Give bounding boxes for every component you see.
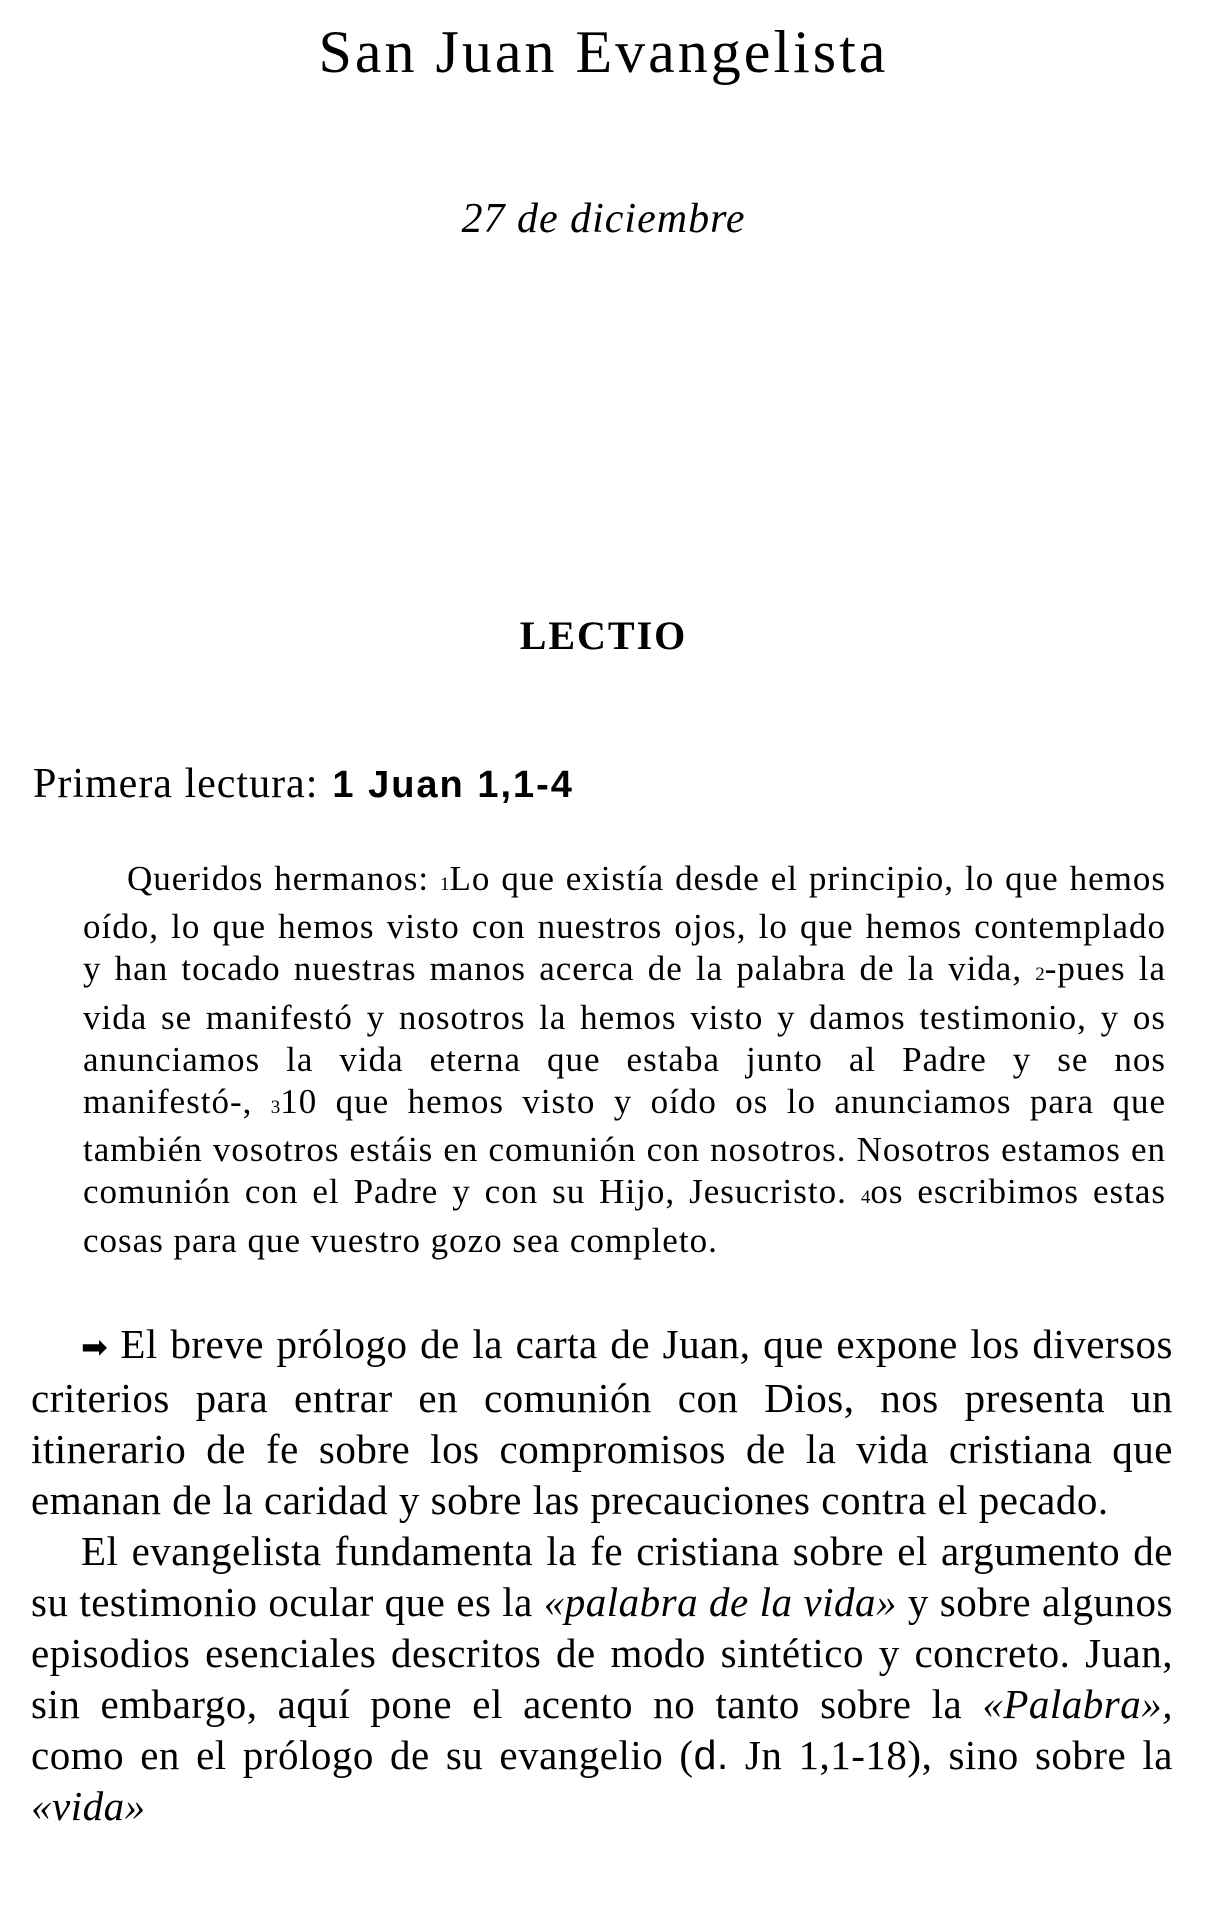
verse-number: 3 <box>270 1097 281 1119</box>
verse-number: 4 <box>860 1187 871 1209</box>
commentary-text: Jn 1,1-18), sino sobre la <box>728 1732 1173 1778</box>
verse-number: 2 <box>1035 964 1045 986</box>
verse-text: Lo que existía desde el principio, lo que hemos oído, lo que hemos visto con nuestros ojos, lo que hemos contemplado y han tocado nuestras manos acerca de la palabra de la vida, <box>83 859 1167 989</box>
commentary-text: y sobre algunos episodios esenciales descritos de modo sintético y concreto. Juan, sin embargo, aquí pone el acento no tanto sobre la <box>31 1579 1173 1727</box>
commentary-paragraph <box>31 1526 1173 1832</box>
quoted-phrase: «Palabra», <box>982 1681 1173 1727</box>
quoted-phrase: «palabra de la vida» <box>543 1579 897 1625</box>
verse-text: 10 que hemos visto y oído os lo anunciamos para que también vosotros estáis en comunión con nosotros. Nosotros estamos en comunión con el Padre y con su Hijo, Jesucristo. <box>83 1082 1166 1212</box>
quoted-phrase: «vida» <box>31 1783 146 1829</box>
reading-reference: 1 Juan 1,1-4 <box>332 764 574 806</box>
reading-heading <box>33 760 574 808</box>
commentary <box>31 1319 1173 1832</box>
scripture-intro: Queridos hermanos: <box>127 859 440 898</box>
verse-text: os escribimos estas cosas para que vuestro gozo sea completo. <box>83 1172 1166 1260</box>
reading-label: Primera lectura: <box>33 761 319 807</box>
section-heading: LECTIO <box>519 613 688 658</box>
scripture-passage <box>83 858 1166 1262</box>
verse-number: 1 <box>440 874 450 895</box>
feast-date: 27 de diciembre <box>461 196 746 242</box>
arrow-right-icon: ➡ <box>81 1328 109 1366</box>
page-title: San Juan Evangelista <box>318 19 889 85</box>
verse-text: -pues la vida se manifestó y nosotros la hemos visto y damos testimonio, y os anunciamos la vida eterna que estaba junto al Padre y se nos manifestó-, <box>83 949 1166 1122</box>
commentary-paragraph <box>31 1319 1173 1526</box>
commentary-text: como en el prólogo de su evangelio ( <box>31 1732 694 1778</box>
abbreviation: d. <box>693 1732 729 1778</box>
commentary-text: El evangelista fundamenta la fe cristiana sobre el argumento de su testimonio ocular que es la <box>31 1528 1173 1625</box>
commentary-text: El breve prólogo de la carta de Juan, que expone los diversos criterios para entrar en comunión con Dios, nos presenta un itinerario de fe sobre los compromisos de la vida cristiana que emanan de la caridad y sobre las precauciones contra el pecado. <box>31 1321 1173 1523</box>
